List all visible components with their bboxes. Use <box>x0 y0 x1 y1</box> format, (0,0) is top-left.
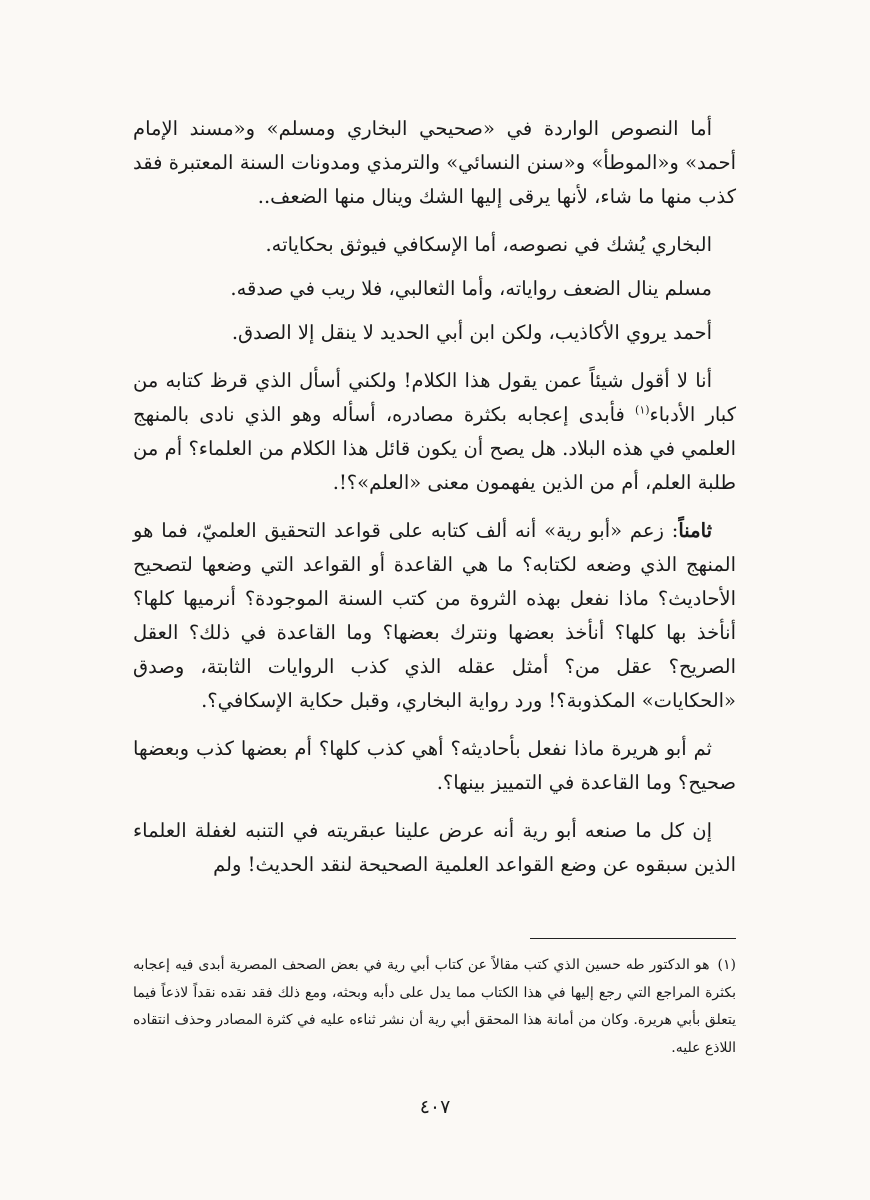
paragraph-8: إن كل ما صنعه أبو رية أنه عرض علينا عبقريته في التنبه لغفلة العلماء الذين سبقوه عن وضع القواعد العلمية الصحيحة لنقد الحديث! ولم <box>133 819 736 876</box>
paragraph-7: ثم أبو هريرة ماذا نفعل بأحاديثه؟ أهي كذب كلها؟ أم بعضها كذب وبعضها صحيح؟ وما القاعدة في التمييز بينها؟. <box>133 737 736 794</box>
paragraph-1: أما النصوص الواردة في «صحيحي البخاري ومسلم» و«مسند الإمام أحمد» و«الموطأ» و«سنن النسائي» والترمذي ومدونات السنة المعتبرة فقد كذب منها ما شاء، لأنها يرقى إليها الشك وينال منها الضعف.. <box>133 117 736 208</box>
main-text <box>133 112 736 882</box>
footnote-divider <box>530 938 736 939</box>
paragraph-3: مسلم ينال الضعف رواياته، وأما الثعالبي، فلا ريب في صدقه. <box>230 277 712 300</box>
footnote-text: هو الدكتور طه حسين الذي كتب مقالاً عن كتاب أبي رية في بعض الصحف المصرية أبدى فيه إعجابه بكثرة المراجع التي رجع إليها في هذا الكتاب مما يدل على دأبه وبحثه، ومع ذلك فقد نقده نقداً لاذعاً فيما يتعلق بأبي هريرة. وكان من أمانة هذا المحقق أبي رية أن نشر ثناءه عليه في كثرة المصادر وحذف انتقاده اللاذع عليه. <box>133 957 736 1056</box>
footnote <box>133 952 736 1062</box>
paragraph-4: أحمد يروي الأكاذيب، ولكن ابن أبي الحديد لا ينقل إلا الصدق. <box>231 321 712 344</box>
footnote-number: (١) <box>717 957 736 973</box>
paragraph-2: البخاري يُشك في نصوصه، أما الإسكافي فيوثق بحكاياته. <box>265 233 712 256</box>
paragraph-5 <box>133 364 736 500</box>
page-number: ٤٠٧ <box>419 1096 451 1118</box>
paragraph-6 <box>133 514 736 718</box>
section-lead-word: ثامناً <box>678 519 712 542</box>
paragraph-5-part-a: أنا لا أقول شيئاً عمن يقول هذا الكلام! ولكني أسأل الذي قرظ كتابه من كبار الأدباء <box>133 369 736 426</box>
paragraph-6-text: : زعم «أبو رية» أنه ألف كتابه على قواعد التحقيق العلميّ، فما هو المنهج الذي وضعه لكتابه؟ ما هي القاعدة أو القواعد التي وضعها لتصحيح الأحاديث؟ ماذا نفعل بهذه الثروة من كتب السنة الموجودة؟ أنرميها كلها؟ أنأخذ بها كلها؟ أنأخذ بعضها ونترك بعضها؟ وما القاعدة في ذلك؟ العقل الصريح؟ عقل من؟ أمثل عقله الذي كذب الروايات الثابتة، وصدق «الحكايات» المكذوبة؟! ورد رواية البخاري، وقبل حكاية الإسكافي؟. <box>133 519 736 712</box>
footnote-reference[interactable]: (١) <box>635 403 650 417</box>
paragraph-5-part-b: فأبدى إعجابه بكثرة مصادره، أسأله وهو الذي نادى بالمنهج العلمي في هذه البلاد. هل يصح أن يكون قائل هذا الكلام من العلماء؟ أم من طلبة العلم، أم من الذين يفهمون معنى «العلم»؟!. <box>133 403 736 494</box>
